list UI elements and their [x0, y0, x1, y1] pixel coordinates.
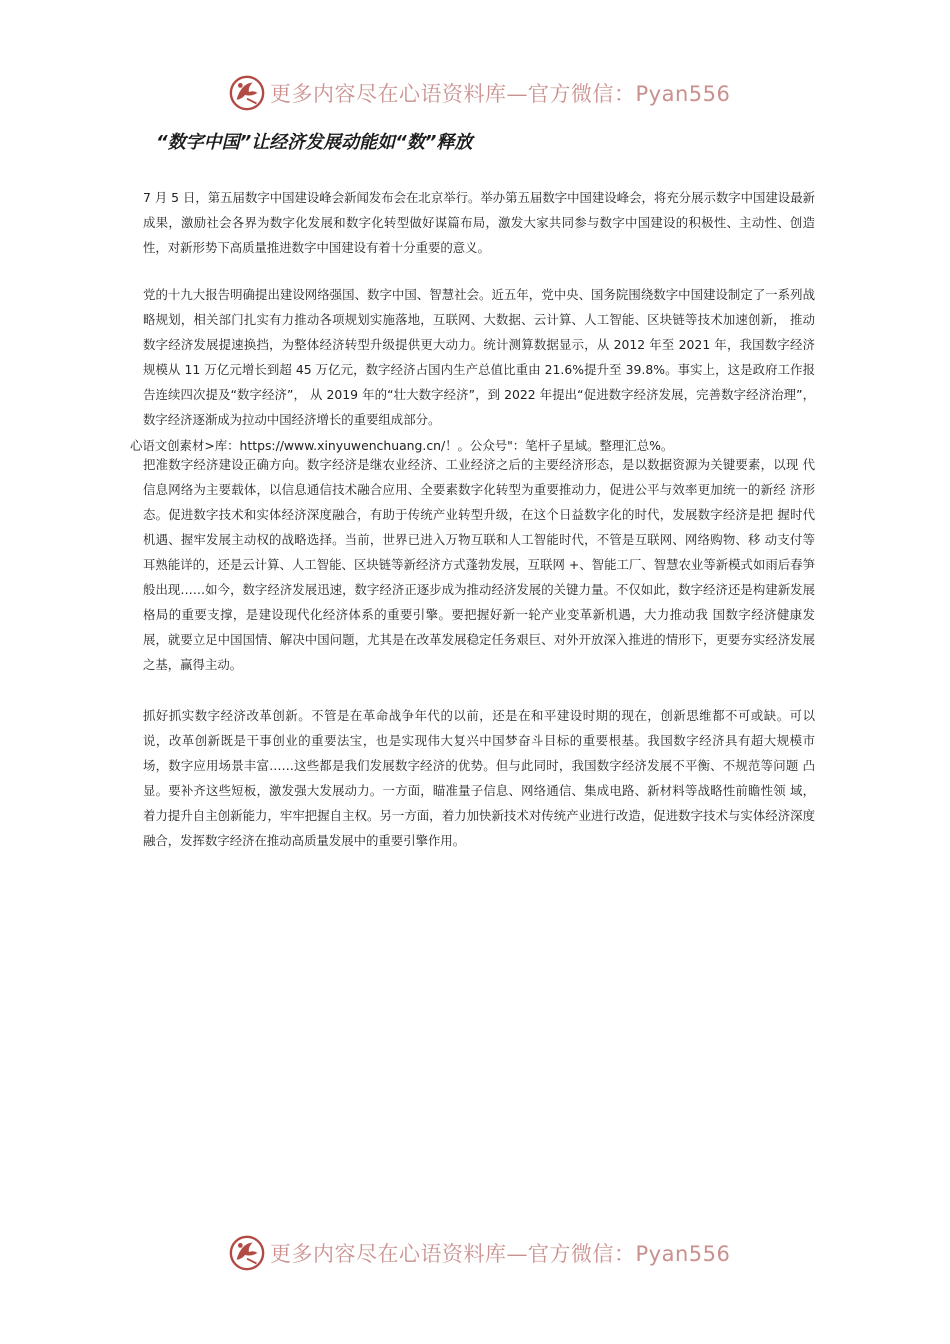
source-note: 心语文创素材>库：https://www.xinyuwenchuang.cn/！。公众号"：笔杆子星域。整理汇总%。 — [130, 438, 674, 453]
article-paragraph-4: 抓好抓实数字经济改革创新。不管是在革命战争年代的以前，还是在和平建设时期的现在，创新思维都不可或缺。可以 说，改革创新既是干事创业的重要法宝，也是实现伟大复兴中国梦奋斗目标的重要根基。我国数字经济具有超大规模市 场，数字应用场景丰富……这些都是我们发展数字经济的优势。但与此同时，我国数字经济发展不平衡、不规范等问题 凸显。要补齐这些短板，激发强大发展动力。一方面，瞄准量子信息、网络通信、集成电路、新材料等战略性前瞻性领 域，着力提升自主创新能力，牢牢把握自主权。另一方面，着力加快新技术对传统产业进行改造，促进数字技术与实体经济深度融合，发挥数字经济在推动高质量发展中的重要引擎作用。 — [143, 708, 815, 848]
red-circle-logo-icon — [228, 1234, 266, 1272]
watermark-text: 更多内容尽在心语资料库—官方微信：Pyan556 — [270, 82, 731, 106]
header-watermark-banner — [228, 73, 748, 113]
wechat-id: Pyan556 — [635, 82, 731, 106]
watermark-text: 更多内容尽在心语资料库—官方微信：Pyan556 — [270, 1242, 731, 1266]
article-title: “数字中国”让经济发展动能如“数”释放 — [156, 132, 473, 153]
red-circle-logo-icon — [228, 74, 266, 112]
article-paragraph-2: 党的十九大报告明确提出建设网络强国、数字中国、智慧社会。近五年，党中央、国务院围绕数字中国建设制定了一系列战略规划，相关部门扎实有力推动各项规划实施落地，互联网、大数据、云计算、人工智能、区块链等技术加速创新， 推动数字经济发展提速换挡，为整体经济转型升级提供更大动力。统计测算数据显示，从 2012 年至 2021 年，我国数字经济规模从 11 万亿元增长到超 45 万亿元，数字经济占国内生产总值比重由 21.6%提升至 39.8%。事实上，这是政府工作报告连续四次提及“数字经济”， 从 2019 年的“壮大数字经济”，到 2022 年提出“促进数字经济发展，完善数字经济治理”，数字经济逐渐成为拉动中国经济增长的重要组成部分。 — [143, 287, 815, 427]
article-paragraph-1: 7 月 5 日，第五届数字中国建设峰会新闻发布会在北京举行。举办第五届数字中国建设峰会，将充分展示数字中国建设最新成果，激励社会各界为数字化发展和数字化转型做好谋篇布局，激发大家共同参与数字中国建设的积极性、主动性、创造性，对新形势下高质量推进数字中国建设有着十分重要的意义。 — [143, 190, 815, 255]
article-paragraph-3: 把准数字经济建设正确方向。数字经济是继农业经济、工业经济之后的主要经济形态，是以数据资源为关键要素，以现 代信息网络为主要载体，以信息通信技术融合应用、全要素数字化转型为重要推动力，促进公平与效率更加统一的新经 济形态。促进数字技术和实体经济深度融合，有助于传统产业转型升级，在这个日益数字化的时代，发展数字经济是把 握时代机遇、握牢发展主动权的战略选择。当前，世界已进入万物互联和人工智能时代，不管是互联网、网络购物、移 动支付等耳熟能详的，还是云计算、人工智能、区块链等新经济方式蓬勃发展，互联网 +、智能工厂、智慧农业等新模式如雨后春笋般出现……如今，数字经济发展迅速，数字经济正逐步成为推动经济发展的关键力量。不仅如此，数字经济还是构建新发展格局的重要支撑，是建设现代化经济体系的重要引擎。要把握好新一轮产业变革新机遇，大力推动我 国数字经济健康发展，就要立足中国国情、解决中国问题，尤其是在改革发展稳定任务艰巨、对外开放深入推进的情形下，更要夯实经济发展之基，赢得主动。 — [143, 457, 815, 672]
wechat-id: Pyan556 — [635, 1242, 731, 1266]
footer-watermark-banner — [228, 1233, 748, 1273]
